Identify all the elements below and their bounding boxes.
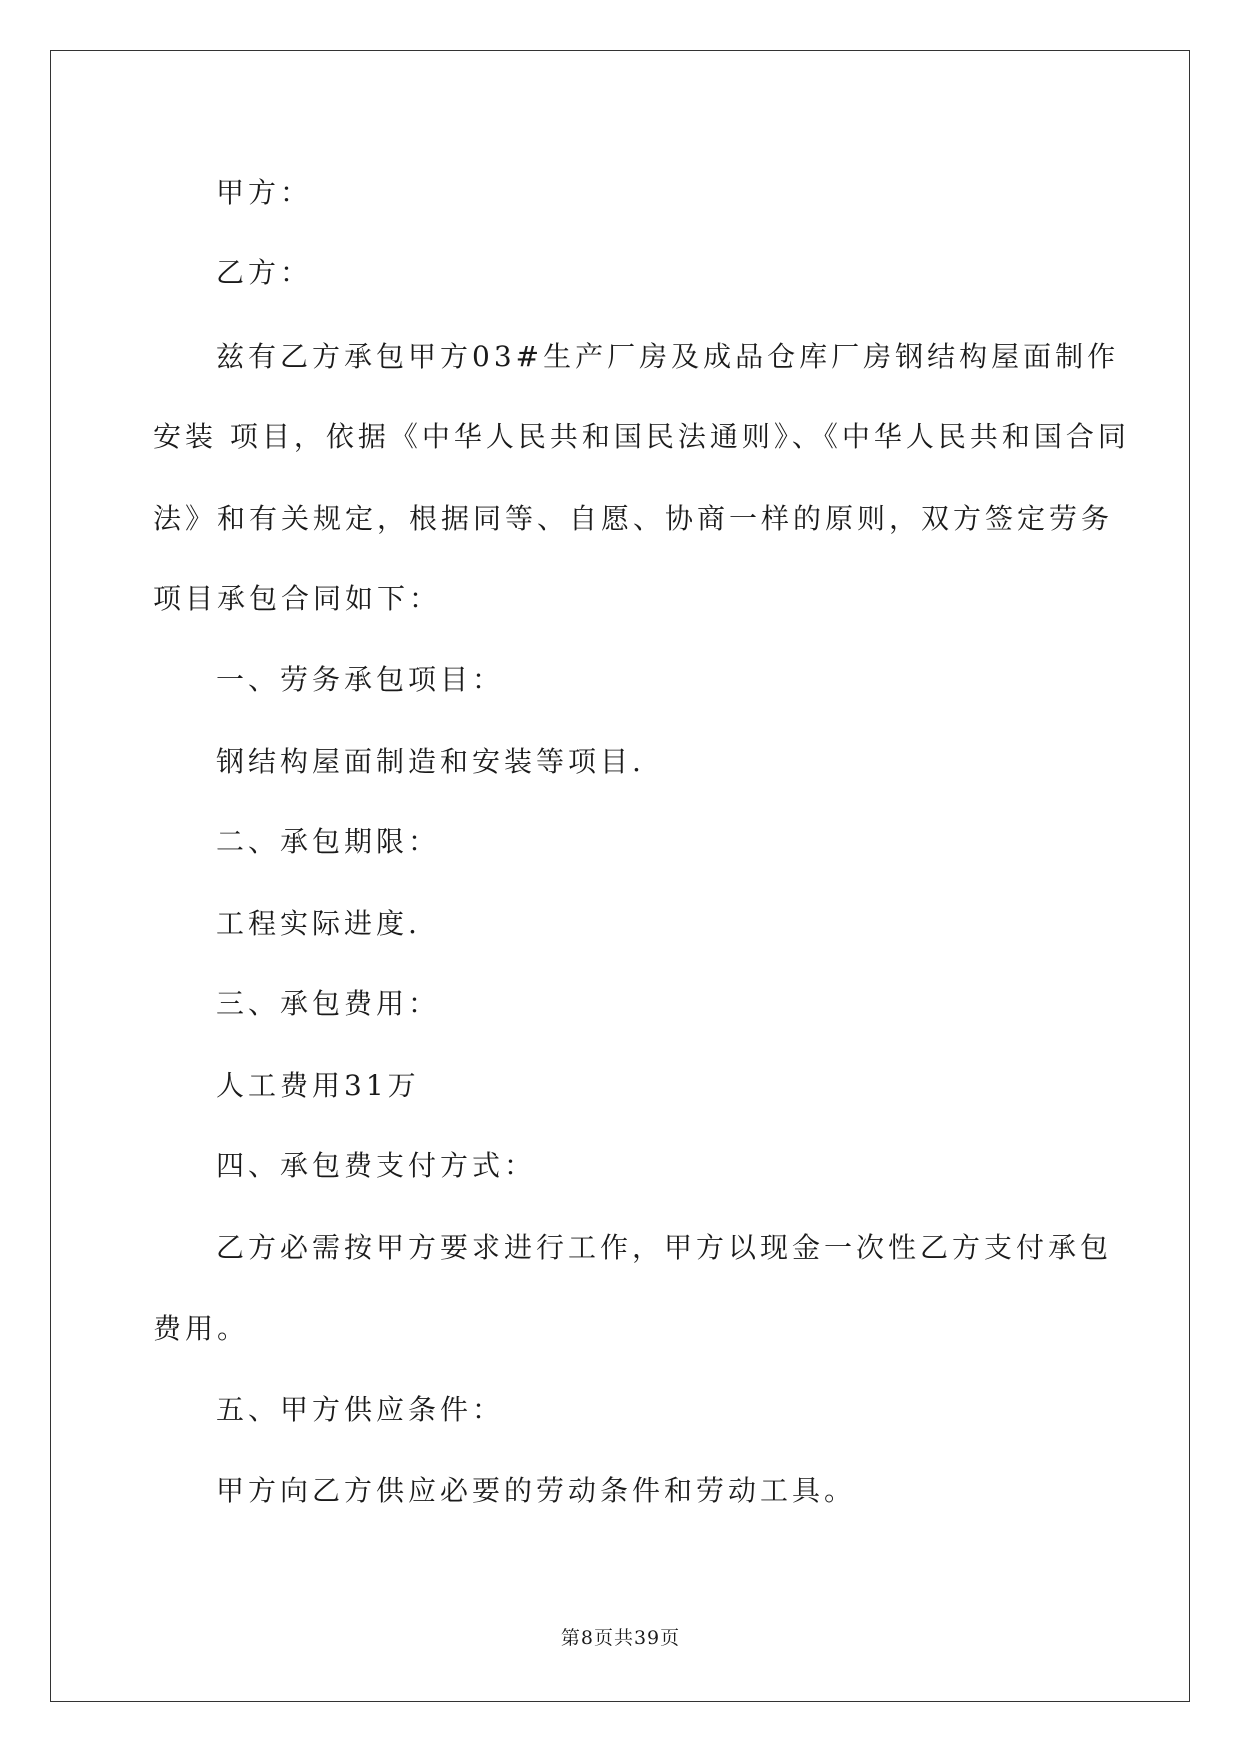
section-2-content: 工程实际进度. xyxy=(216,907,421,940)
current-page: 第8页 xyxy=(560,1627,614,1649)
section-3-heading: 三、承包费用： xyxy=(216,987,441,1020)
total-pages: 共39页 xyxy=(613,1627,681,1649)
section-5-content: 甲方向乙方供应必要的劳动条件和劳动工具。 xyxy=(216,1474,857,1507)
intro-paragraph-line-4: 项目承包合同如下： xyxy=(153,582,442,615)
section-2-heading: 二、承包期限： xyxy=(216,825,441,858)
section-1-heading: 一、劳务承包项目： xyxy=(216,663,505,696)
intro-paragraph-line-1: 兹有乙方承包甲方03#生产厂房及成品仓库厂房钢结构屋面制作 xyxy=(216,340,1120,373)
intro-paragraph-line-3: 法》和有关规定，根据同等、自愿、协商一样的原则，双方签定劳务 xyxy=(153,502,1114,535)
section-3-content: 人工费用31万 xyxy=(216,1069,420,1102)
party-a-label: 甲方： xyxy=(216,176,313,209)
section-4-content-line-1: 乙方必需按甲方要求进行工作，甲方以现金一次性乙方支付承包 xyxy=(216,1231,1113,1264)
section-4-content-line-2: 费用。 xyxy=(153,1312,250,1345)
intro-paragraph-line-2: 安装 项目，依据《中华人民共和国民法通则》、《中华人民共和国合同 xyxy=(153,420,1130,453)
page-number xyxy=(0,1626,1241,1650)
section-5-heading: 五、甲方供应条件： xyxy=(216,1393,505,1426)
page-border xyxy=(50,50,1190,1702)
section-1-content: 钢结构屋面制造和安装等项目. xyxy=(216,745,645,778)
section-4-heading: 四、承包费支付方式： xyxy=(216,1149,537,1182)
party-b-label: 乙方： xyxy=(216,256,313,289)
